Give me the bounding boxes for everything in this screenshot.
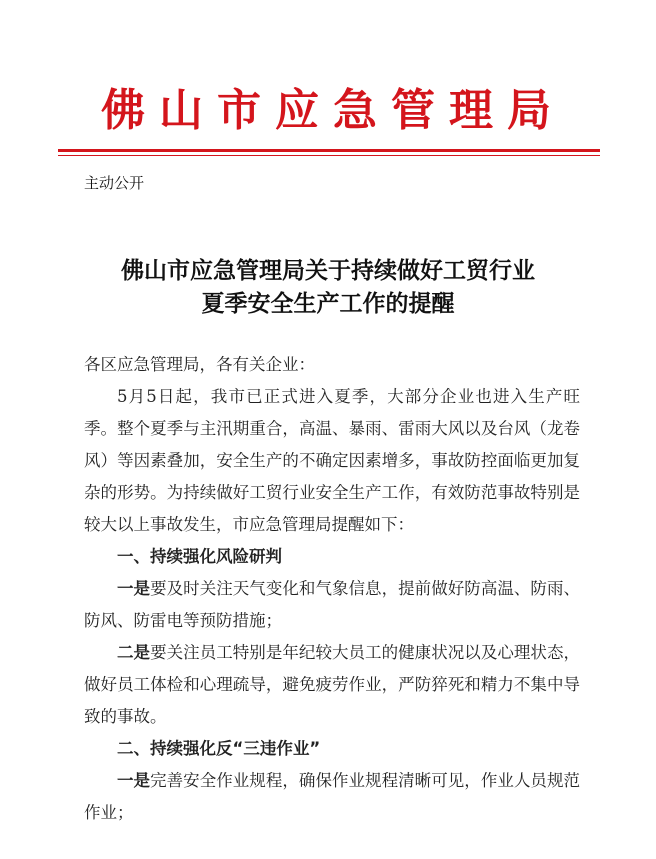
list-item <box>84 637 580 733</box>
item-text: 要及时关注天气变化和气象信息，提前做好防高温、防雨、防风、防雷电等预防措施； <box>84 579 581 630</box>
intro-paragraph: 5月5日起，我市已正式进入夏季，大部分企业也进入生产旺季。整个夏季与主汛期重合，高温、暴雨、雷雨大风以及台风（龙卷风）等因素叠加，安全生产的不确定因素增多，事故防控面临更加复杂的形势。为持续做好工贸行业安全生产工作，有效防范事故特别是较大以上事故发生，市应急管理局提醒如下： <box>84 387 580 534</box>
header-thin-rule <box>58 155 600 156</box>
item-lead: 二是 <box>117 643 151 662</box>
salutation: 各区应急管理局，各有关企业： <box>84 355 315 374</box>
header-thick-rule <box>58 149 600 152</box>
document-body <box>84 349 580 829</box>
item-lead: 一是 <box>117 579 151 598</box>
title-line-1: 佛山市应急管理局关于持续做好工贸行业 <box>121 257 535 284</box>
section-heading: 一、持续强化风险研判 <box>117 547 282 566</box>
item-text: 要关注员工特别是年纪较大员工的健康状况以及心理状态，做好员工体检和心理疏导，避免疲劳作业，严防猝死和精力不集中导致的事故。 <box>84 643 581 726</box>
issuer-header: 佛山市应急管理局 <box>101 85 565 136</box>
list-item <box>84 765 580 829</box>
item-text: 完善安全作业规程，确保作业规程清晰可见，作业人员规范作业； <box>84 771 581 822</box>
section-heading: 二、持续强化反“三违作业” <box>117 739 321 758</box>
list-item <box>84 573 580 637</box>
document-title <box>60 254 596 320</box>
disclosure-label: 主动公开 <box>84 174 145 192</box>
title-line-2: 夏季安全生产工作的提醒 <box>201 290 455 317</box>
item-lead: 一是 <box>117 771 151 790</box>
